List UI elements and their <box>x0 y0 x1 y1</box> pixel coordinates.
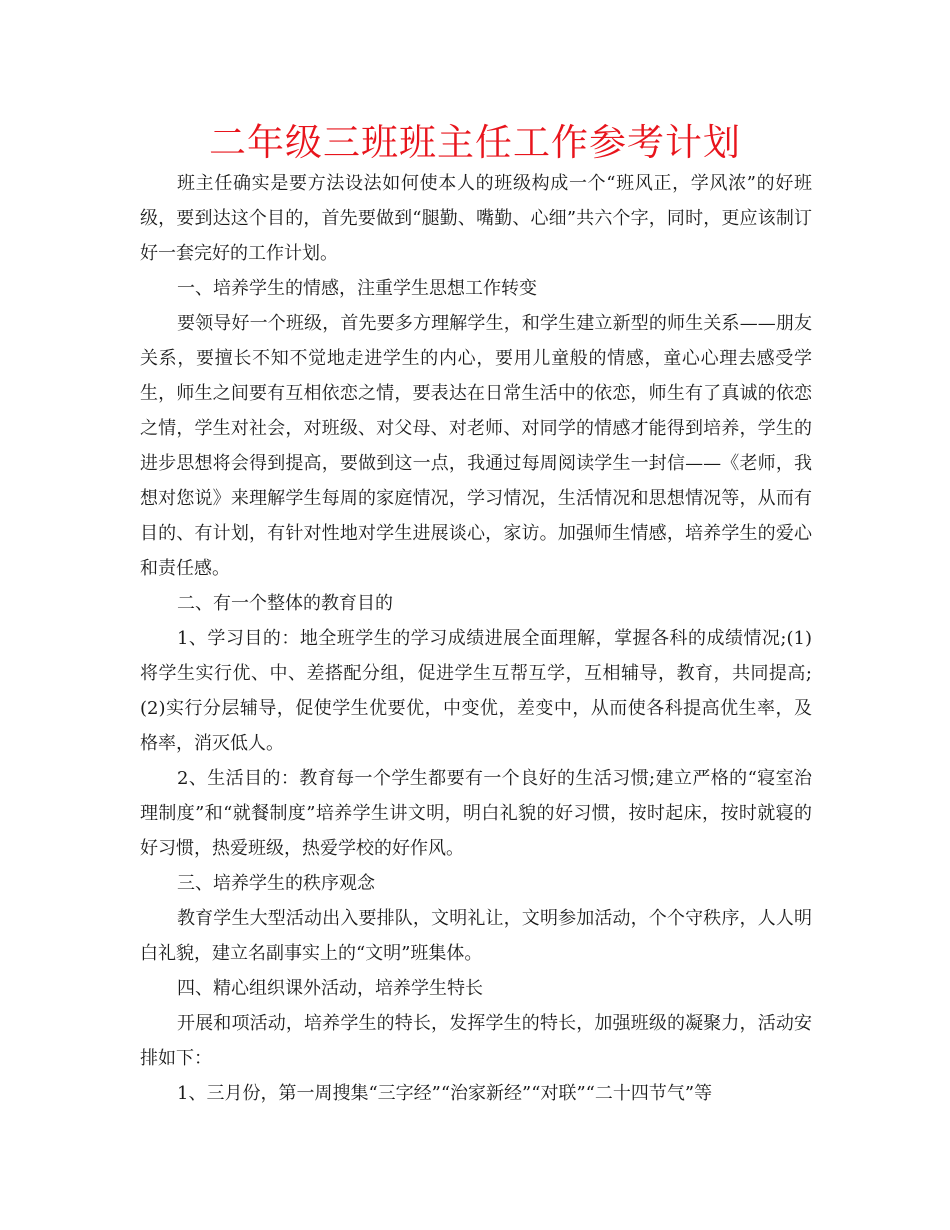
document-title: 二年级三班班主任工作参考计划 <box>209 121 741 164</box>
document-body <box>140 166 812 1111</box>
body-paragraph: 1、三月份，第一周搜集“三字经”“治家新经”“对联”“二十四节气”等 <box>177 1083 713 1104</box>
section-heading-1: 一、培养学生的情感，注重学生思想工作转变 <box>177 278 537 299</box>
section-heading-2: 二、有一个整体的教育目的 <box>177 593 393 614</box>
body-paragraph: 开展和项活动，培养学生的特长，发挥学生的特长，加强班级的凝聚力，活动安排如下： <box>140 1013 812 1069</box>
body-paragraph: 2、生活目的：教育每一个学生都要有一个良好的生活习惯;建立严格的“寝室治理制度”和“就餐制度”培养学生讲文明，明白礼貌的好习惯，按时起床，按时就寝的好习惯，热爱班级，热爱学校的好作风。 <box>140 768 812 859</box>
body-paragraph: 要领导好一个班级，首先要多方理解学生，和学生建立新型的师生关系——朋友关系，要擅长不知不觉地走进学生的内心，要用儿童般的情感，童心心理去感受学生，师生之间要有互相依恋之情，要表达在日常生活中的依恋，师生有了真诚的依恋之情，学生对社会，对班级、对父母、对老师、对同学的情感才能得到培养，学生的进步思想将会得到提高，要做到这一点，我通过每周阅读学生一封信——《老师，我想对您说》来理解学生每周的家庭情况，学习情况，生活情况和思想情况等，从而有目的、有计划，有针对性地对学生进展谈心，家访。加强师生情感，培养学生的爱心和责任感。 <box>140 313 812 579</box>
body-paragraph: 教育学生大型活动出入要排队，文明礼让，文明参加活动，个个守秩序，人人明白礼貌，建立名副事实上的“文明”班集体。 <box>140 908 812 964</box>
body-paragraph: 1、学习目的：地全班学生的学习成绩进展全面理解，掌握各科的成绩情况;(1)将学生实行优、中、差搭配分组，促进学生互帮互学，互相辅导，教育，共同提高;(2)实行分层辅导，促使学生优要优，中变优，差变中，从而使各科提高优生率，及格率，消灭低人。 <box>140 628 812 754</box>
section-heading-3: 三、培养学生的秩序观念 <box>177 873 375 894</box>
intro-paragraph: 班主任确实是要方法设法如何使本人的班级构成一个“班风正，学风浓”的好班级，要到达这个目的，首先要做到“腿勤、嘴勤、心细”共六个字，同时，更应该制订好一套完好的工作计划。 <box>140 173 812 264</box>
section-heading-4: 四、精心组织课外活动，培养学生特长 <box>177 978 483 999</box>
